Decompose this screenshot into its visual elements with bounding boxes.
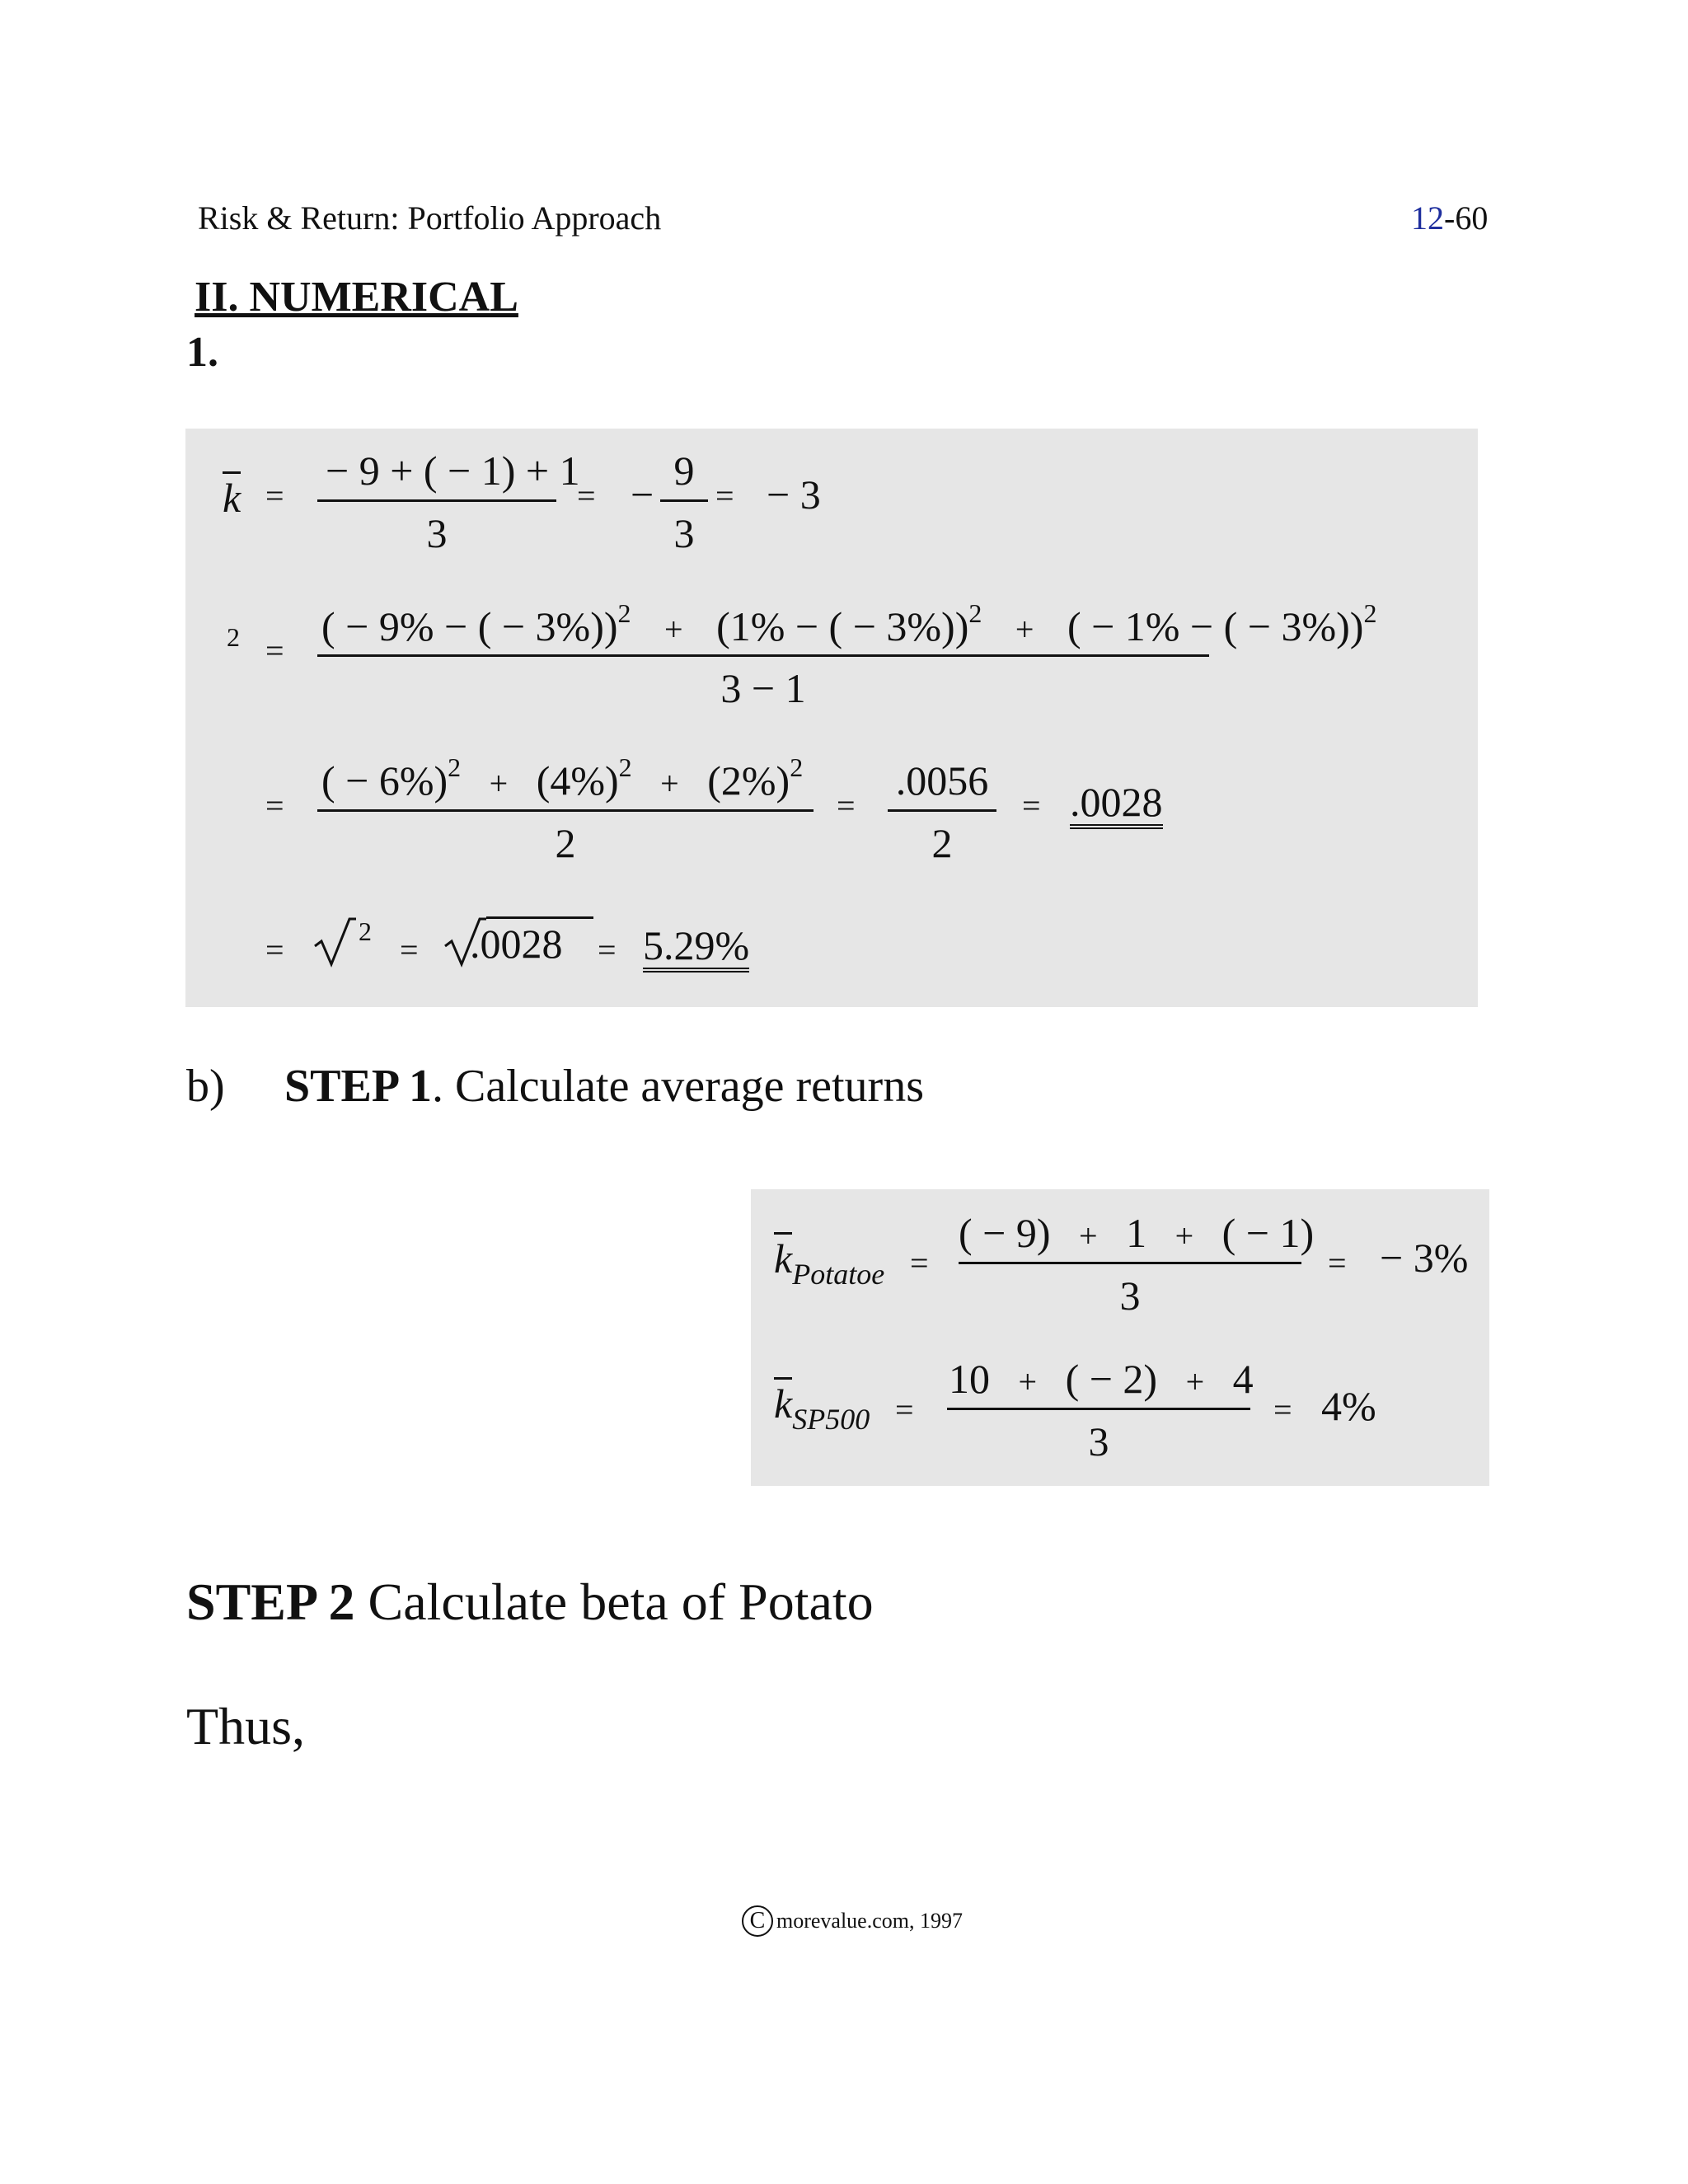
variance-plus-1: + [664, 611, 683, 648]
potato-term-b: 1 [1126, 1210, 1147, 1256]
variance2-term-3: (2%) [707, 757, 790, 804]
sp500-plus-1: + [1018, 1363, 1038, 1400]
stdev-sqrt-superscript: 2 [359, 916, 372, 946]
variance-fraction-line [317, 654, 1209, 657]
mean-symbol [223, 471, 241, 521]
variance-term-1-exponent: 2 [617, 598, 631, 628]
variance2-numerator-2: .0056 [895, 757, 989, 804]
potato-equals-2: = [1328, 1244, 1347, 1282]
page-sequence: -60 [1444, 199, 1489, 237]
variance-result [1070, 781, 1163, 829]
sp500-equals-2: = [1273, 1391, 1292, 1428]
potato-result: − 3% [1380, 1235, 1469, 1281]
step-2-text: Calculate beta of Potato [354, 1572, 874, 1631]
stdev-equals-2: = [400, 931, 419, 968]
chapter-number: 12 [1411, 199, 1444, 237]
step-1-bold: STEP 1 [284, 1061, 432, 1112]
sp500-term-b: ( − 2) [1065, 1356, 1158, 1402]
variance2-denominator: 2 [555, 820, 576, 866]
mean-negative-sign: − [631, 471, 654, 518]
variance2-fraction-line-2 [888, 809, 996, 812]
mean-equals-3: = [715, 477, 734, 514]
sp500-numerator [949, 1356, 1254, 1402]
mean-numerator: − 9 + ( − 1) + 1 [326, 448, 580, 494]
potato-mean-symbol [774, 1232, 885, 1291]
section-title: II. NUMERICAL [195, 274, 518, 321]
variance-term-3: ( − 1% − ( − 3%)) [1067, 603, 1364, 649]
sp500-fraction-line [947, 1408, 1250, 1410]
variance2-plus-1: + [489, 765, 509, 802]
variance2-denominator-2: 2 [931, 820, 953, 866]
variance-term-2: (1% − ( − 3%)) [716, 603, 969, 649]
potato-numerator [959, 1212, 1314, 1254]
sp500-plus-2: + [1185, 1363, 1205, 1400]
variance2-numerator [321, 752, 804, 804]
sp500-term-a: 10 [949, 1356, 990, 1402]
variance-term-2-exponent: 2 [968, 598, 982, 628]
variance-symbol-superscript: 2 [227, 622, 240, 652]
sp500-result: 4% [1321, 1383, 1376, 1429]
potato-plus-2: + [1175, 1217, 1194, 1254]
variance-denominator: 3 − 1 [720, 665, 806, 711]
sp500-denominator: 3 [1088, 1418, 1109, 1465]
copyright-icon: C [742, 1905, 773, 1937]
variance2-term-2-exponent: 2 [618, 752, 632, 782]
sp500-subscript: SP500 [792, 1403, 870, 1436]
part-b-label: b) [186, 1061, 225, 1112]
variance2-plus-2: + [660, 765, 679, 802]
variance-numerator [321, 598, 1377, 649]
step-2-heading [186, 1572, 874, 1631]
variance2-equals: = [265, 787, 284, 824]
mean-denominator-2: 3 [673, 510, 695, 556]
sp500-mean-symbol [774, 1377, 870, 1436]
footer-text: morevalue.com, 1997 [776, 1909, 963, 1933]
thus-text: Thus, [186, 1697, 305, 1755]
potato-subscript: Potatoe [792, 1258, 885, 1291]
potato-denominator: 3 [1119, 1272, 1141, 1319]
potato-fraction-line [959, 1262, 1301, 1264]
mean-equals: = [265, 477, 284, 514]
variance2-fraction-line [317, 809, 814, 812]
solution-box-2 [751, 1189, 1489, 1486]
mean-fraction-line-2 [660, 499, 708, 502]
solution-box-1 [185, 429, 1478, 1007]
step-1-heading [284, 1061, 924, 1112]
variance2-term-1: ( − 6%) [321, 757, 448, 804]
variance-plus-2: + [1015, 611, 1034, 648]
stdev-result-value: 5.29% [643, 925, 749, 972]
variance-equals: = [265, 632, 284, 669]
variance2-equals-3: = [1022, 787, 1041, 824]
sp500-k-bar: k [774, 1377, 792, 1424]
running-header-title: Risk & Return: Portfolio Approach [198, 199, 662, 237]
sp500-term-c: 4 [1232, 1356, 1254, 1402]
step-2-bold: STEP 2 [186, 1572, 355, 1631]
mean-result: − 3 [767, 471, 821, 518]
stdev-sqrt-value: .0028 [470, 921, 563, 967]
variance2-term-1-exponent: 2 [448, 752, 462, 782]
potato-plus-1: + [1079, 1217, 1098, 1254]
variance-result-value: .0028 [1070, 781, 1163, 829]
sp500-equals: = [895, 1391, 914, 1428]
step-1-text: . Calculate average returns [431, 1061, 924, 1112]
variance2-equals-2: = [837, 787, 856, 824]
mean-fraction-line [317, 499, 556, 502]
potato-term-c: ( − 1) [1221, 1210, 1315, 1256]
variance2-term-2: (4%) [536, 757, 619, 804]
potato-term-a: ( − 9) [959, 1210, 1051, 1256]
sqrt-vinculum [486, 916, 593, 919]
potato-equals: = [910, 1244, 929, 1282]
stdev-equals-3: = [598, 931, 617, 968]
variance-term-3-exponent: 2 [1363, 598, 1377, 628]
stdev-equals: = [265, 931, 284, 968]
variance-term-1: ( − 9% − ( − 3%)) [321, 603, 618, 649]
k-bar: k [223, 471, 241, 518]
sqrt-sign-1 [313, 916, 356, 968]
mean-denominator: 3 [426, 510, 448, 556]
mean-numerator-2: 9 [673, 448, 695, 494]
question-number: 1. [186, 329, 218, 376]
variance2-term-3-exponent: 2 [790, 752, 804, 782]
page-number [1411, 199, 1489, 237]
potato-k-bar: k [774, 1232, 792, 1279]
mean-equals-2: = [577, 477, 596, 514]
stdev-result [643, 922, 750, 972]
